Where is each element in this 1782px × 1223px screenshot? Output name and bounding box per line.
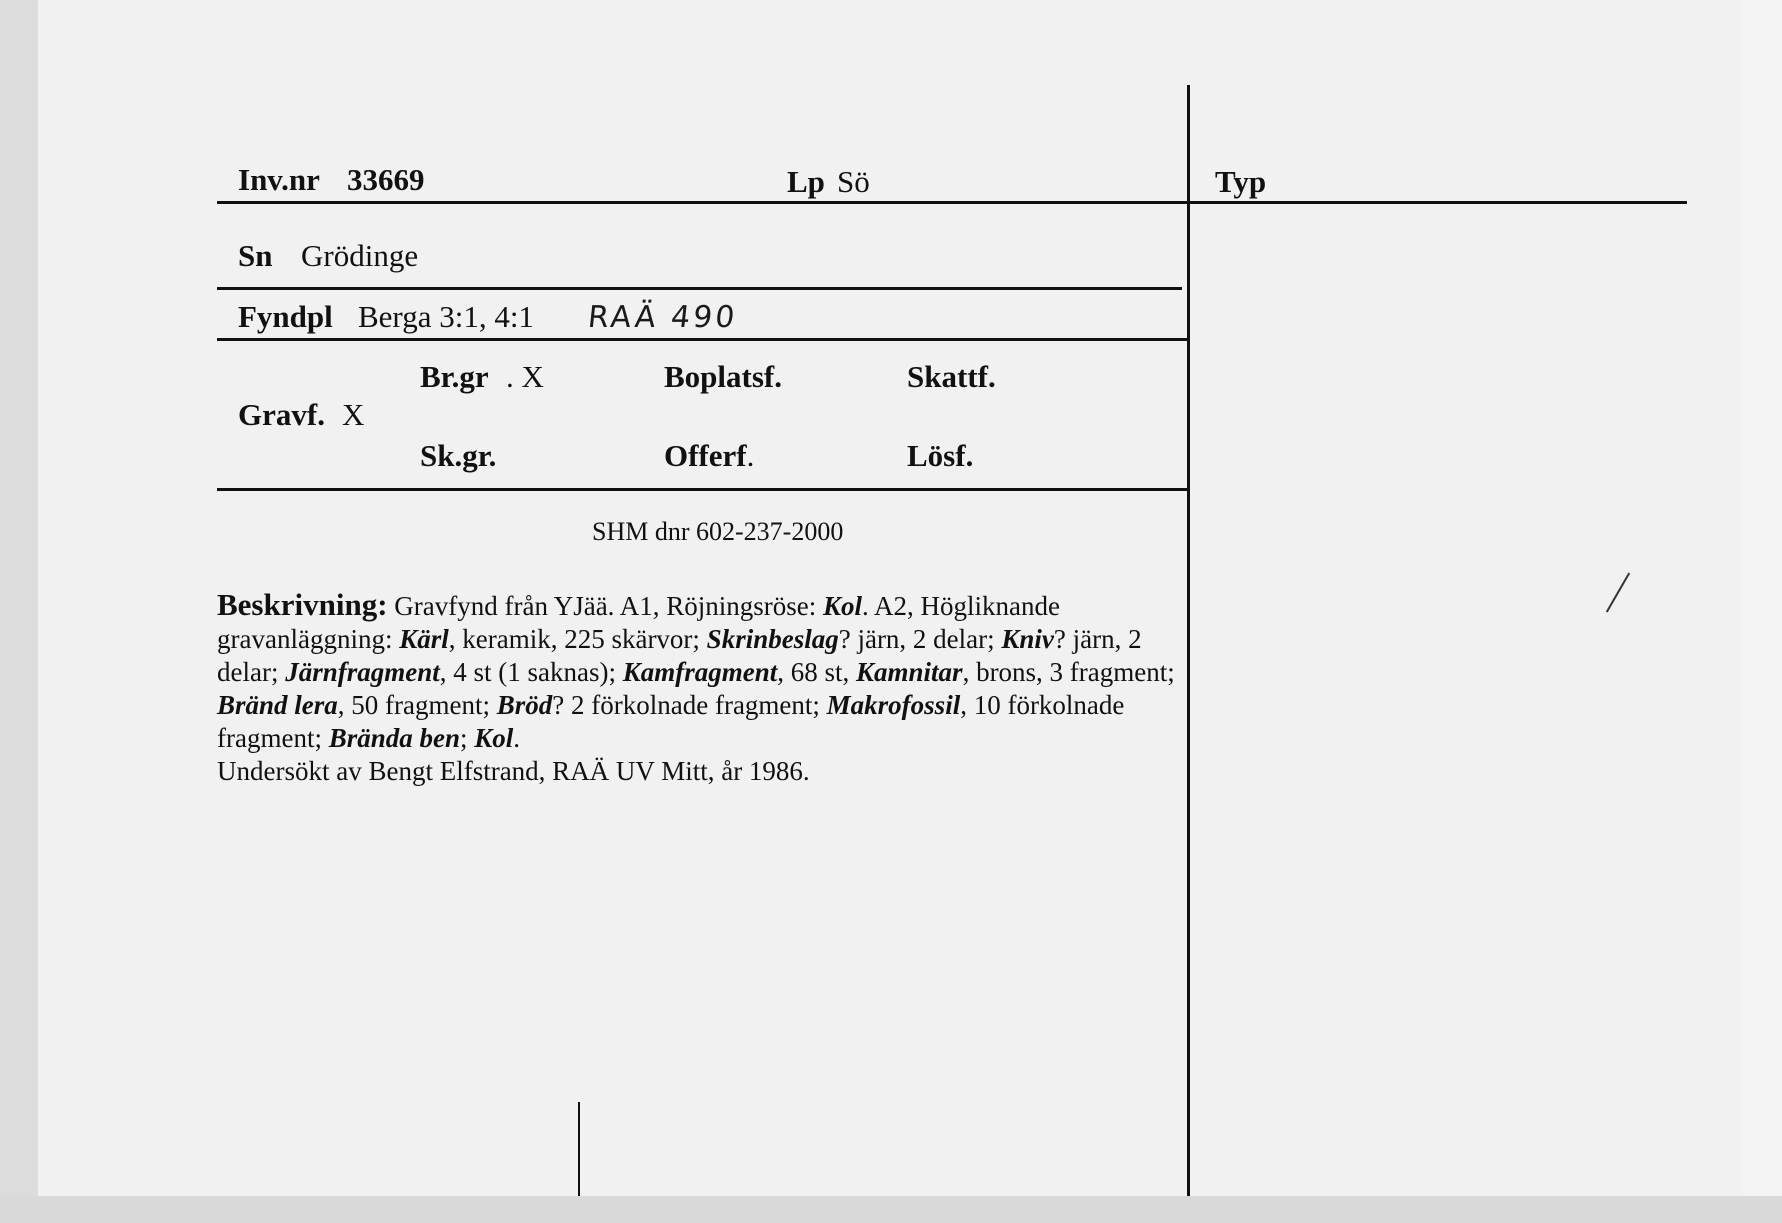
handwritten-raa-number: RAÄ 490 xyxy=(586,300,740,335)
rule-fyndpl xyxy=(217,338,1187,341)
brgr-mark: . X xyxy=(506,359,544,394)
fyndpl-value: Berga 3:1, 4:1 xyxy=(358,299,534,334)
lp-value: Sö xyxy=(837,164,870,199)
grav-label: Gravf. xyxy=(238,397,325,432)
bottom-tick xyxy=(578,1102,580,1196)
lp-label: Lp xyxy=(787,164,825,199)
typ-label: Typ xyxy=(1215,164,1267,199)
rule-sn xyxy=(217,287,1182,290)
sn-label: Sn xyxy=(238,238,273,273)
description-label: Beskrivning: xyxy=(217,587,388,622)
skgr-label: Sk.gr. xyxy=(420,438,497,473)
brgr-label: Br.gr xyxy=(420,359,489,394)
los-label: Lösf. xyxy=(907,438,974,473)
inv-label: Inv.nr xyxy=(238,162,320,197)
rule-header xyxy=(217,201,1687,204)
description: Beskrivning: Gravfynd från YJää. A1, Röjningsröse: Kol. A2, Högliknande gravanläggning: Kärl, keramik, 225 skärvor; Skrinbeslag? järn, 2 delar; Kniv? järn, 2 delar; Järnfragment, 4 st (1 saknas); Kamfragment, 68 st, Kamnitar, brons, 3 fragment; Bränd lera, 50 fragment; Bröd? 2 förkolnade fragment; Makrofossil, 10 förkolnade fragment; Brända ben; Kol. Undersökt av Bengt Elfstrand, RAÄ UV Mitt, år 1986. xyxy=(217,587,1175,786)
scan-edge xyxy=(1743,0,1782,1223)
fyndpl-label: Fyndpl xyxy=(238,299,333,334)
dnr-text: SHM dnr 602-237-2000 xyxy=(592,517,844,546)
grav-mark: X xyxy=(342,397,365,432)
inv-value: 33669 xyxy=(347,162,425,197)
offer-label: Offerf. xyxy=(664,438,755,473)
investigated-text: Undersökt av Bengt Elfstrand, RAÄ UV Mitt, år 1986. xyxy=(217,756,810,786)
rule-types xyxy=(217,488,1187,491)
skatt-label: Skattf. xyxy=(907,359,996,394)
sn-value: Grödinge xyxy=(301,238,419,273)
scan-bottom-edge xyxy=(0,1196,1782,1223)
boplats-label: Boplatsf. xyxy=(664,359,782,394)
